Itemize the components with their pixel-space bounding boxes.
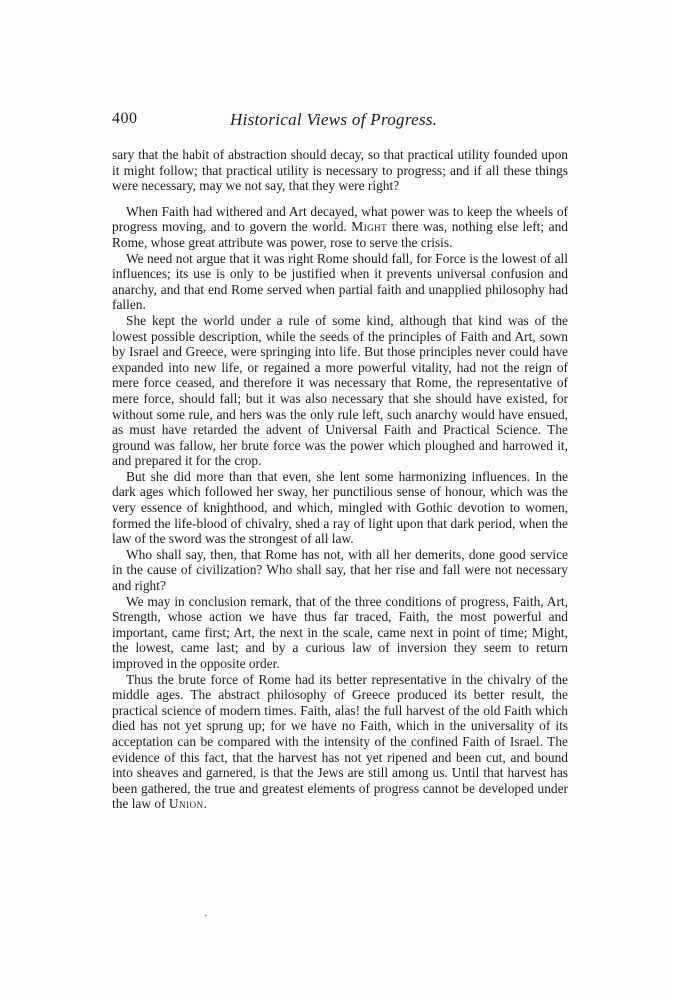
page-number: 400 [112, 110, 138, 127]
paragraph-text: Thus the brute force of Rome had its better representative in the chivalry of the middle ages. The abstract philosophy of Greece produced its better result, the practical science of modern times. Faith, alas! the full harvest of the old Faith which died has not yet sprung up; for we have no Faith, which in the universality of its acceptation can be compared with the intensity of the confined Faith of Israel. The evidence of this fact, that the harvest has not yet ripened and been cut, and bound into sheaves and garnered, is that the Jews are still among us. Until that harvest has been gathered, the true and greatest elements of progress cannot be developed under the law of [112, 671, 568, 812]
body-text [112, 147, 568, 812]
paragraph-faith-withered [112, 204, 568, 251]
paragraph-text: . [203, 796, 207, 812]
paragraph-continuation: sary that the habit of abstraction should decay, so that practical utility founded upon it might follow; that practical utility is necessary to progress; and if all these things were necessary, may we not say, that they were right? [112, 147, 568, 194]
paragraph-conclusion: We may in conclusion remark, that of the three conditions of progress, Faith, Art, Strength, whose action we have thus far traced, Faith, the most powerful and important, came first; Art, the next in the scale, came next in point of time; Might, the lowest, came last; and by a curious law of inversion they seem to return improved in the opposite order. [112, 593, 568, 671]
running-title: Historical Views of Progress. [230, 110, 438, 129]
paragraph-rome-fall: We need not argue that it was right Rome should fall, for Force is the lowest of all influences; its use is only to be justified when it prevents universal confusion and anarchy, and that end Rome served when partial faith and unapplied philosophy had fallen. [112, 250, 568, 313]
paragraph-brute-force [112, 672, 568, 812]
paragraph-rule: She kept the world under a rule of some kind, although that kind was of the lowest possible description, while the seeds of the principles of Faith and Art, sown by Israel and Greece, were springing into life. But those principles never could have expanded into new life, or regained a more powerful vitality, had not the reign of mere force ceased, and therefore it was necessary that Rome, the representative of mere force, should fall; but it was also necessary that she should have existed, for without some rule, and hers was the only rule left, such anarchy would have ensued, as must have retarded the advent of Universal Faith and Practical Science. The ground was fallow, her brute force was the power which ploughed and harrowed it, and prepared it for the crop. [112, 312, 568, 469]
paragraph-text: there was, nothing else left; and Rome, whose great attribute was power, rose to serve the crisis. [112, 219, 568, 250]
small-caps-term: Union [168, 796, 204, 812]
paragraph-who-shall-say: Who shall say, then, that Rome has not, with all her demerits, done good service in the cause of civilization? Who shall say, that her rise and fall were not necessary and right? [112, 546, 568, 594]
paragraph-text: When Faith had withered and Art decayed, what power was to keep the wheels of progress moving, and to govern the world. [112, 203, 568, 235]
paragraph-harmonizing: But she did more than that even, she lent some harmonizing influences. In the dark ages which followed her sway, her punctilious sense of honour, which was the very essence of knighthood, and which, mingled with Gothic devotion to women, formed the life-blood of chivalry, shed a ray of light upon that dark period, when the law of the sword was the strongest of all law. [112, 468, 568, 547]
small-caps-term: Might [351, 219, 388, 235]
printer-mark: · [204, 911, 208, 922]
running-head [112, 110, 568, 134]
